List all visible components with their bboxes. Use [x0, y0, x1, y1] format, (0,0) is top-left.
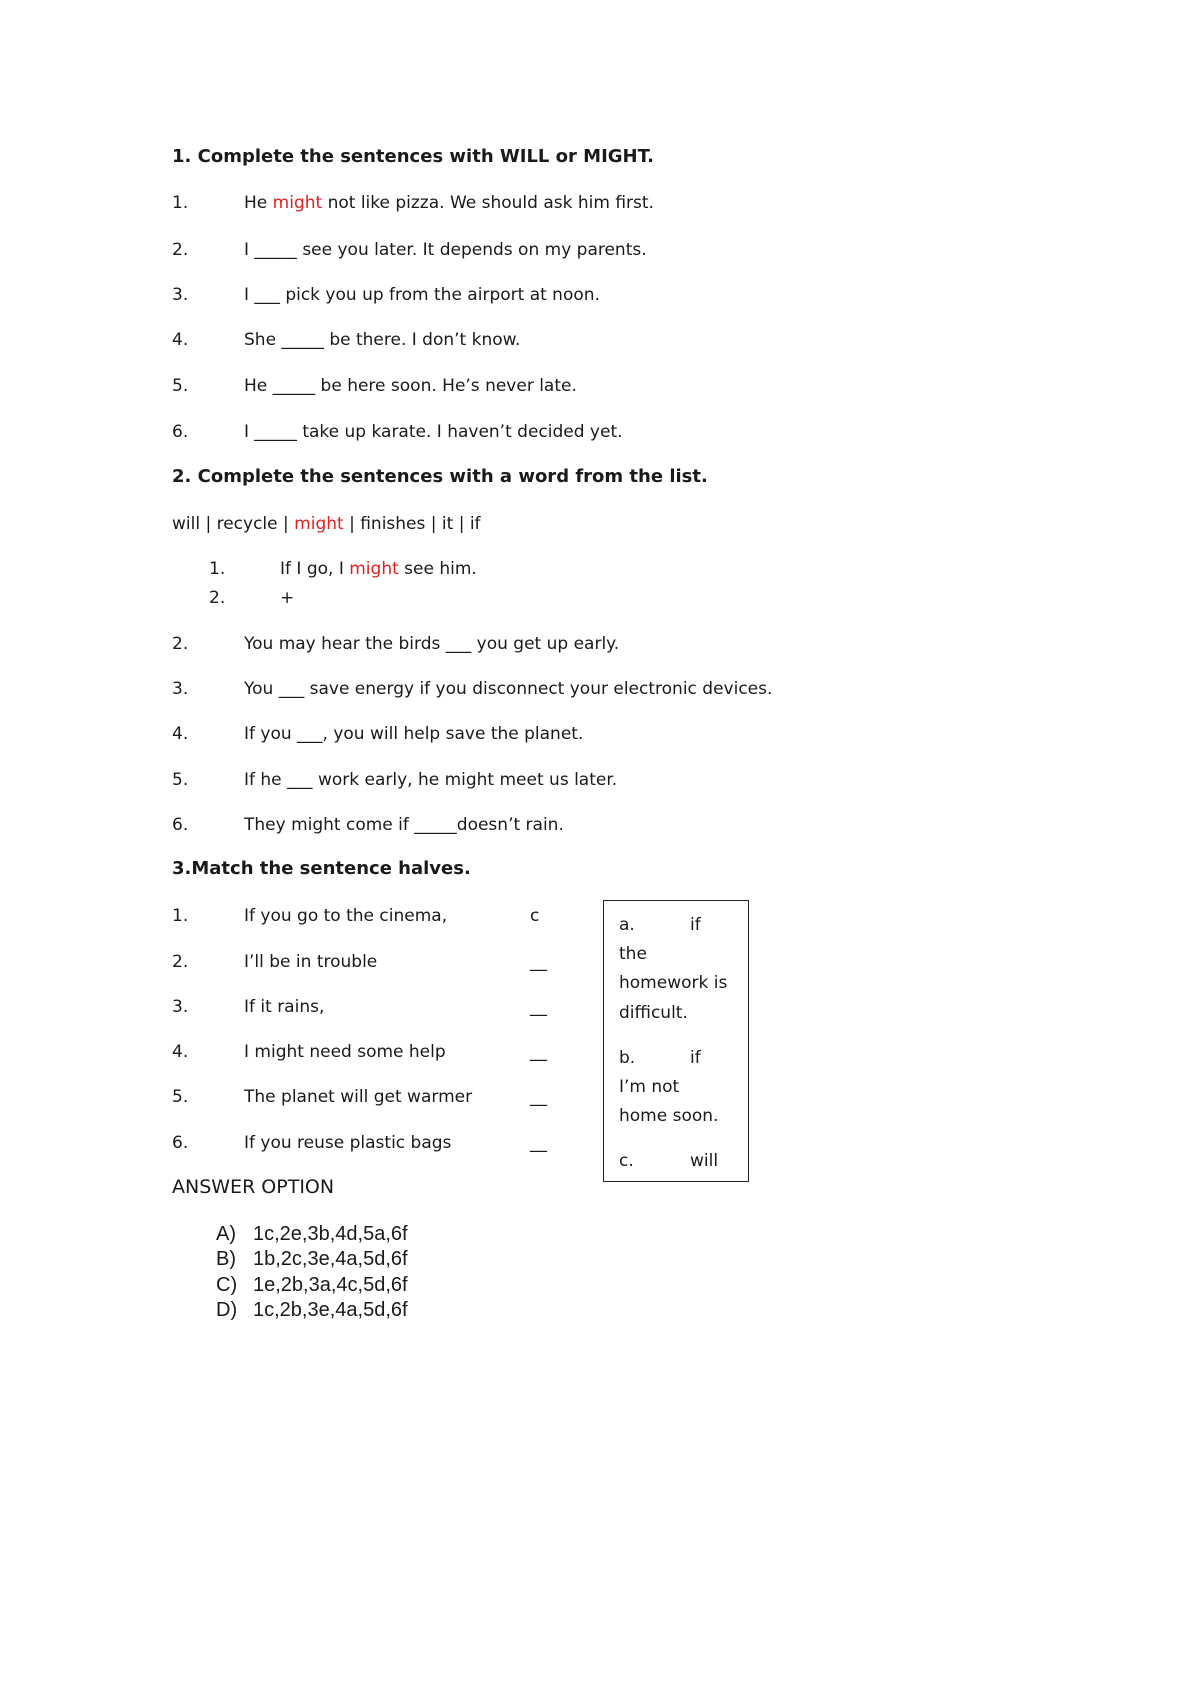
s2-item-text: They might come if _____doesn’t rain.: [244, 815, 564, 835]
s3-item-text: If you reuse plastic bags: [244, 1133, 452, 1153]
box-a-line: the: [619, 944, 647, 964]
s1-item-num: 2.: [172, 240, 189, 260]
box-c-word: will: [690, 1151, 719, 1171]
s3-answer: __: [530, 997, 547, 1017]
box-a-word: if: [690, 915, 701, 935]
s3-item-num: 4.: [172, 1042, 189, 1062]
s3-answer: __: [530, 1087, 547, 1107]
sublist-text: If I go, I might see him.: [280, 559, 477, 579]
s2-item-text: If he ___ work early, he might meet us later.: [244, 770, 618, 790]
s3-item-num: 5.: [172, 1087, 189, 1107]
option-letter: A): [216, 1223, 236, 1245]
sublist-num: 1.: [209, 559, 226, 579]
s2-item-num: 6.: [172, 815, 189, 835]
word-list: will | recycle | might | finishes | it | if: [172, 514, 481, 534]
box-b-line: I’m not: [619, 1077, 680, 1097]
s2-item-num: 4.: [172, 724, 189, 744]
box-a-line: difficult.: [619, 1003, 688, 1023]
s2-item-text: You ___ save energy if you disconnect your electronic devices.: [244, 679, 773, 699]
answer-key-box: [603, 900, 749, 1182]
s3-item-text: I’ll be in trouble: [244, 952, 378, 972]
s2-item-num: 2.: [172, 634, 189, 654]
answer-option-heading: ANSWER OPTION: [172, 1176, 335, 1198]
s3-item-text: If you go to the cinema,: [244, 906, 448, 926]
option-letter: B): [216, 1248, 236, 1270]
section1-heading: 1. Complete the sentences with WILL or MIGHT.: [172, 146, 655, 167]
highlight-word: might: [349, 559, 399, 579]
s2-item-num: 5.: [172, 770, 189, 790]
s3-item-text: The planet will get warmer: [244, 1087, 473, 1107]
sublist-num: 2.: [209, 588, 226, 608]
s1-item-text: I _____ take up karate. I haven’t decided yet.: [244, 422, 623, 442]
s1-item-text: He might not like pizza. We should ask him first.: [244, 193, 654, 213]
s2-item-text: If you ___, you will help save the planet.: [244, 724, 584, 744]
s1-item-num: 6.: [172, 422, 189, 442]
section3-heading: 3.Match the sentence halves.: [172, 858, 471, 879]
s1-item-text: She _____ be there. I don’t know.: [244, 330, 521, 350]
option-text: 1c,2e,3b,4d,5a,6f: [253, 1223, 408, 1245]
s1-item-text: He _____ be here soon. He’s never late.: [244, 376, 577, 396]
s3-item-num: 1.: [172, 906, 189, 926]
s3-item-text: I might need some help: [244, 1042, 446, 1062]
option-text: 1b,2c,3e,4a,5d,6f: [253, 1248, 408, 1270]
s3-item-num: 6.: [172, 1133, 189, 1153]
s1-item-text: I _____ see you later. It depends on my parents.: [244, 240, 647, 260]
option-text: 1e,2b,3a,4c,5d,6f: [253, 1274, 408, 1296]
s3-answer: __: [530, 1042, 547, 1062]
sublist-text: +: [280, 588, 295, 608]
box-b-letter: b.: [619, 1048, 636, 1068]
s2-item-text: You may hear the birds ___ you get up early.: [244, 634, 620, 654]
s3-item-num: 2.: [172, 952, 189, 972]
s1-item-num: 3.: [172, 285, 189, 305]
box-a-letter: a.: [619, 915, 635, 935]
s2-item-num: 3.: [172, 679, 189, 699]
s3-answer: __: [530, 1133, 547, 1153]
section2-heading: 2. Complete the sentences with a word from the list.: [172, 466, 708, 487]
box-b-word: if: [690, 1048, 701, 1068]
s1-item-num: 1.: [172, 193, 189, 213]
option-text: 1c,2b,3e,4a,5d,6f: [253, 1299, 408, 1321]
option-letter: C): [216, 1274, 238, 1296]
s1-item-num: 4.: [172, 330, 189, 350]
s1-item-num: 5.: [172, 376, 189, 396]
box-a-line: homework is: [619, 973, 728, 993]
highlight-word: might: [272, 193, 323, 213]
s3-answer: c: [530, 906, 540, 926]
s3-item-num: 3.: [172, 997, 189, 1017]
box-c-letter: c.: [619, 1151, 634, 1171]
option-letter: D): [216, 1299, 238, 1321]
box-b-line: home soon.: [619, 1106, 719, 1126]
highlight-word: might: [294, 514, 344, 534]
s1-item-text: I ___ pick you up from the airport at noon.: [244, 285, 600, 305]
s3-answer: __: [530, 952, 547, 972]
s3-item-text: If it rains,: [244, 997, 325, 1017]
